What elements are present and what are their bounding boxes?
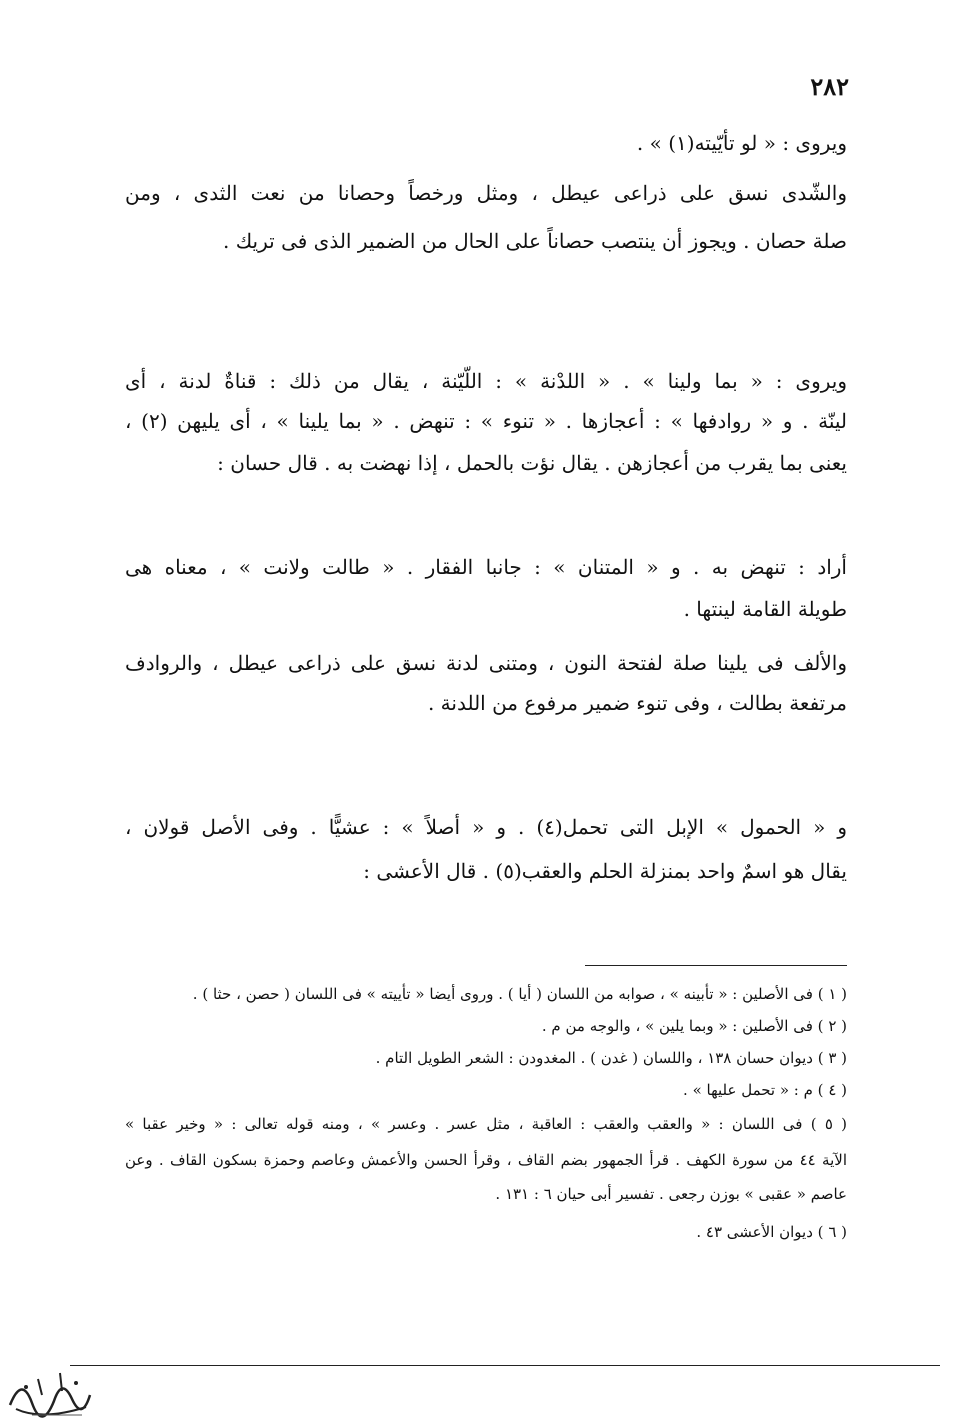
footnote: الآية ٤٤ من سورة الكهف . قرأ الجمهور بضم القاف ، وقرأ الحسن والأعمش وعاصم وحمزة بسكون القاف . وعن [125,1151,847,1169]
footnote: ( ٦ ) ديوان الأعشى ٤٣ . [696,1223,847,1241]
paragraph-line: أراد : تنهض به . و « المتنان » : جانبا الفقار . « طالت ولانت » ، معناه هى [125,555,847,579]
bottom-rule [70,1365,940,1366]
footnote-separator [585,965,847,966]
paragraph-line: صلة حصان . ويجوز أن ينتصب حصاناً على الحال من الضمير الذى فى تريك . [222,229,847,253]
footnote: ( ١ ) فى الأصلين : « تأبينه » ، صوابه من اللسان ( أيا ) . وروى أيضا « تأييته » فى اللسان ( حصن ، حثا ) . [192,985,847,1003]
paragraph-line: مرتفعة بطالت ، وفى تنوء ضمير مرفوع من اللدنة . [427,691,847,715]
commentary-line: يعنى بما يقرب من أعجازهن . يقال نؤت بالحمل ، إذا نهضت به . قال حسان : [217,451,847,475]
footnote: ( ٤ ) م : « تحمل عليها » . [683,1081,847,1099]
footnote: ( ٣ ) ديوان حسان ١٣٨ ، واللسان ( غدن ) . المغدودن : الشعر الطويل التام . [375,1049,847,1067]
commentary-line: ويروى : « بما ولينا » . « اللدْنة » : اللّيّنة ، يقال من ذلك : قناةٌ لدنة ، أى [125,369,847,393]
watermark-logo [2,1365,94,1423]
commentary-line: يقال هو اسمٌ واحد بمنزلة الحلم والعقب(٥) . قال الأعشى : [363,859,847,883]
footnote: ( ٢ ) فى الأصلين : « وبما يلين » ، والوجه من م . [541,1017,847,1035]
commentary-line: لينّة . و « روادفها » : أعجازها . « تنوء » : تنهض . « بما يلينا » ، أى يليهن (٢) ، [125,409,847,433]
paragraph-line: والشّدى نسق على ذراعى عيطل ، ومثل ورخصاً وحصانا من نعت الثدى ، ومن [125,181,847,205]
footnote: ( ٥ ) فى اللسان : « والعقب والعقب : العاقبة ، مثل عسر . وعسر » ، ومنه قوله تعالى : « وخير عقبا » [125,1115,847,1133]
page-number: ٢٨٢ [810,72,849,101]
paragraph-line: والألف فى يلينا صلة لفتحة النون ، ومتنى لدنة نسق على ذراعى عيطل ، والروادف [125,651,847,675]
paragraph-line: طويلة القامة لينتها . [683,597,847,621]
footnote: عاصم « عقبى » بوزن رجعى . تفسير أبى حيان ٦ : ١٣١ . [495,1185,847,1203]
intro-line: ويروى : « لو تأيّيته(١) » . [636,131,847,155]
commentary-line: و « الحمول » الإبل التى تحمل(٤) . و « أصلاً » : عشيًّا . وفى الأصل قولان ، [125,815,847,839]
